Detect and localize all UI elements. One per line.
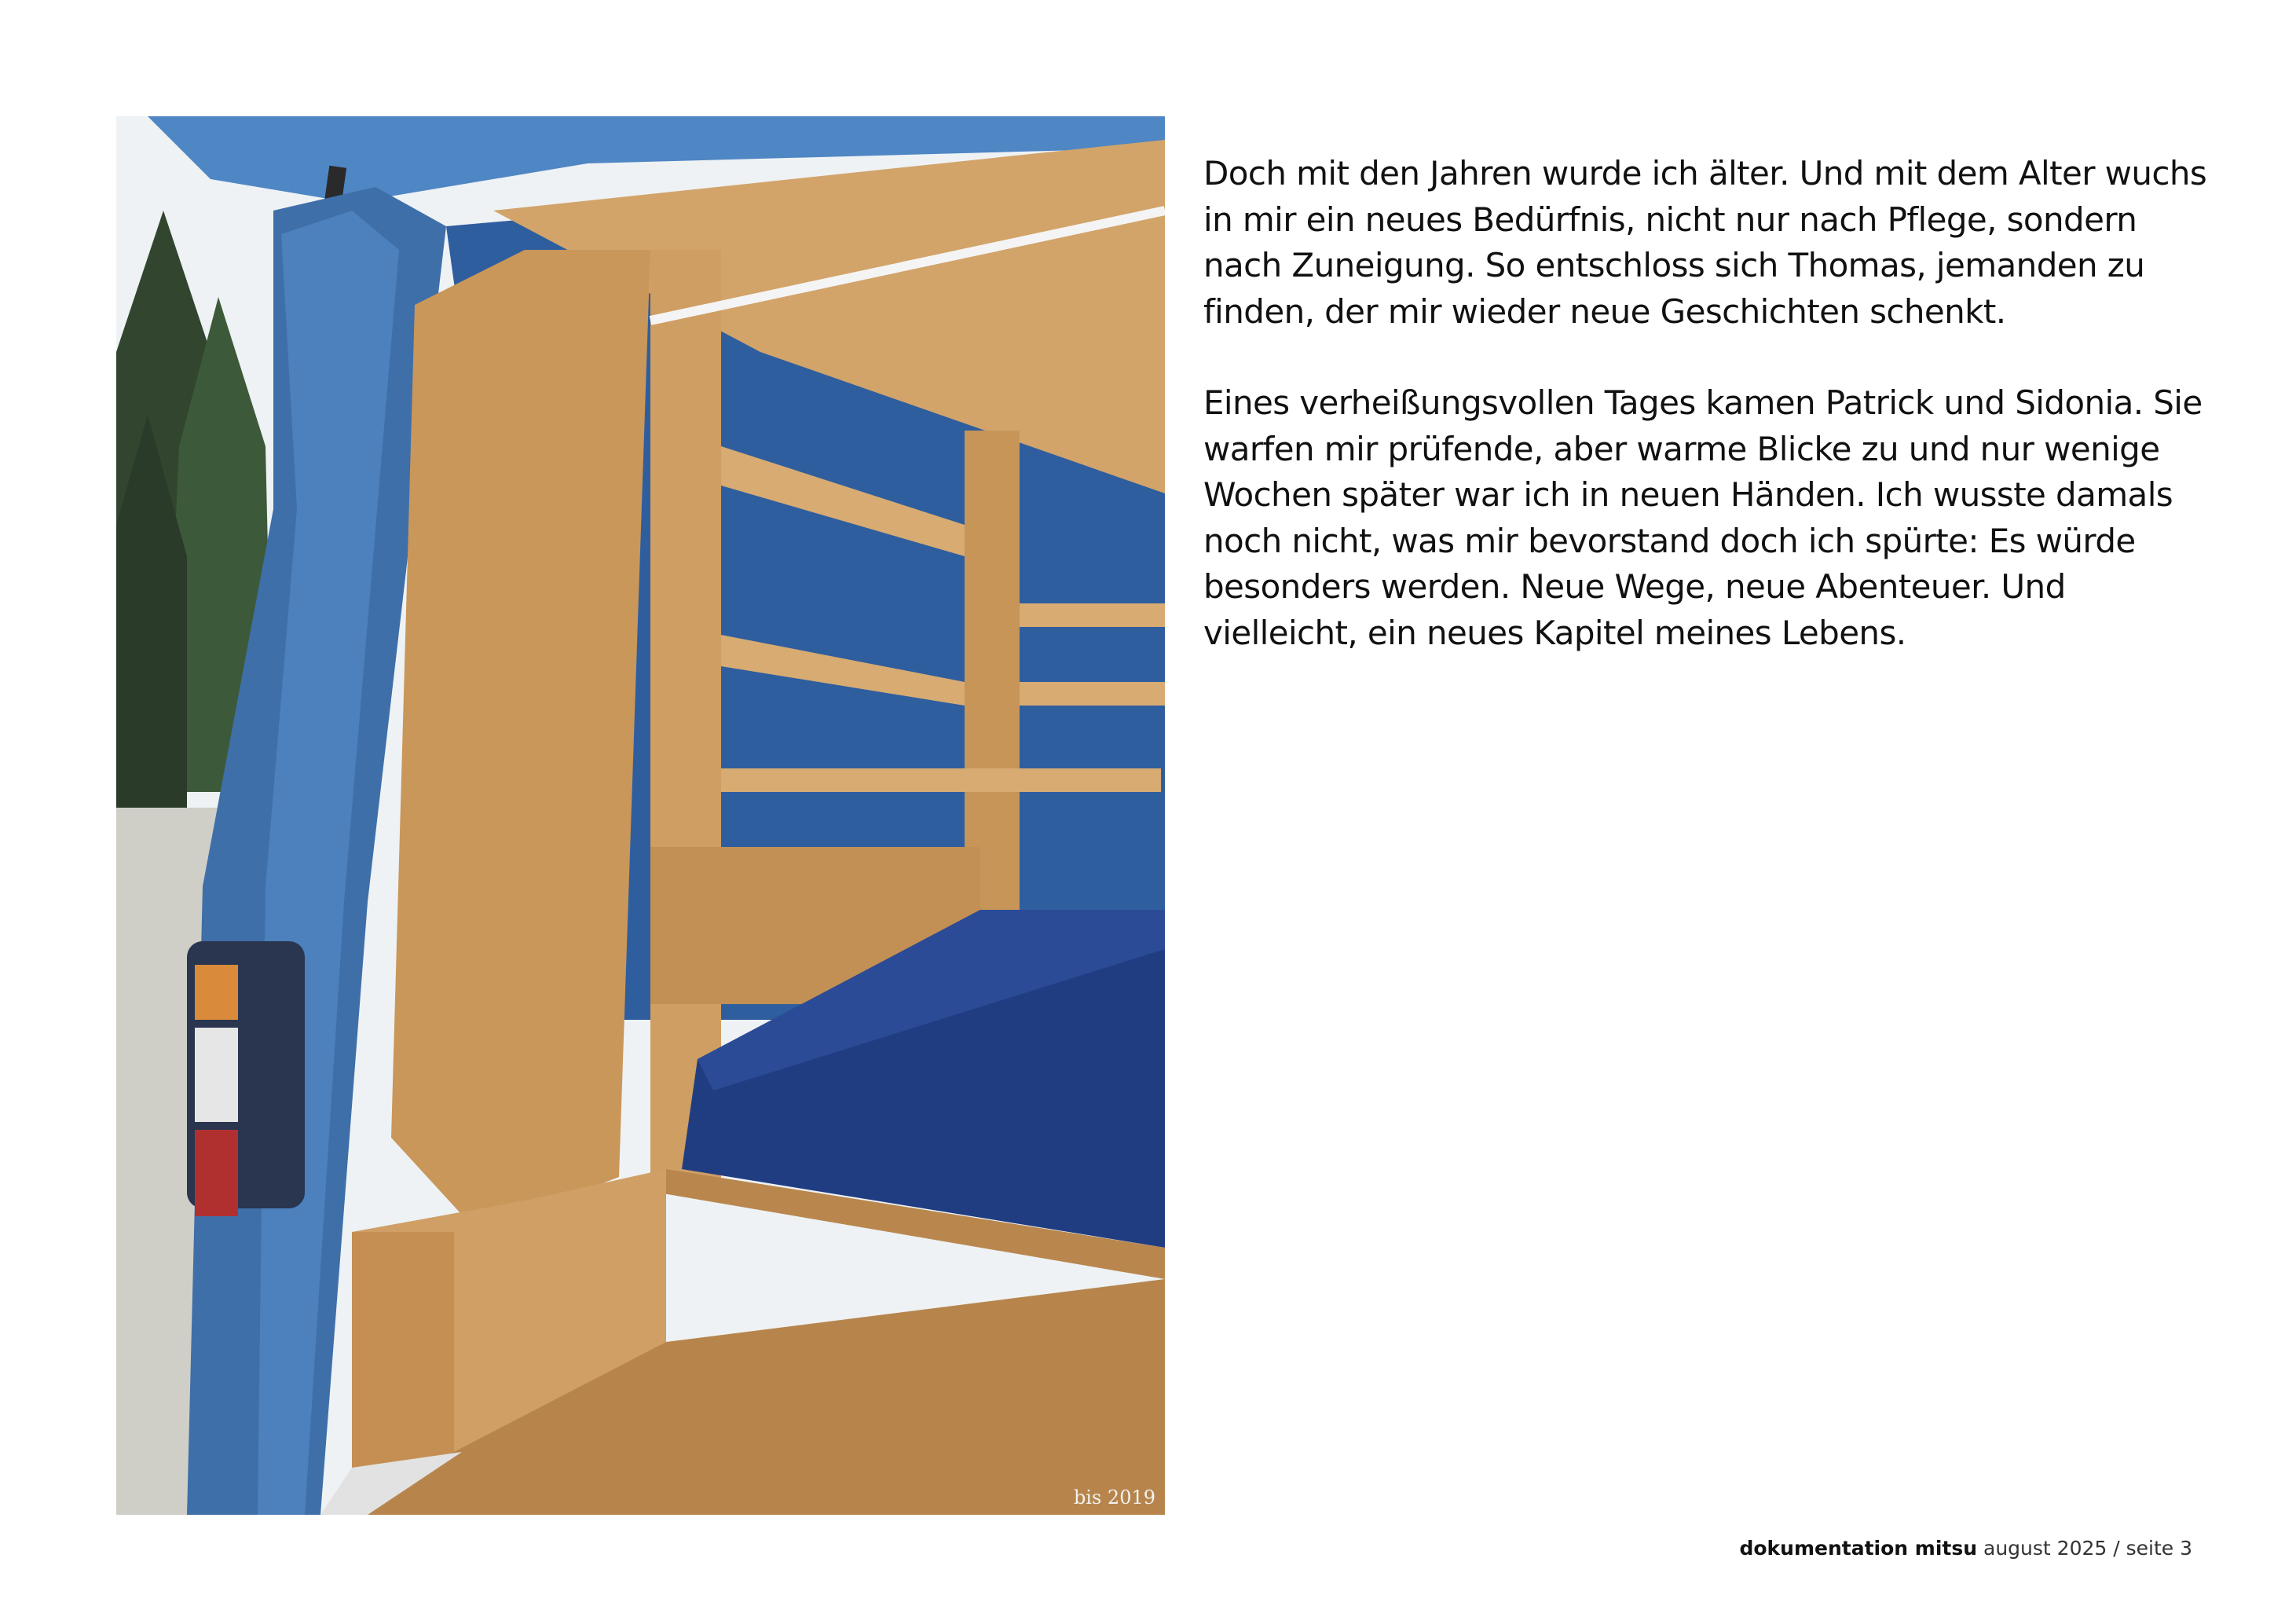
paragraph-1: Doch mit den Jahren wurde ich älter. Und mit dem Alter wuchs in mir ein neues Bedürfnis, nicht nur nach Pflege, sondern nach Zuneigung. So entschloss sich Thomas, jemanden zu finden, der mir wieder neue Geschichten schenkt. <box>1203 154 2207 331</box>
body-text <box>1203 151 2209 702</box>
footer-date-page: august 2025 / seite 3 <box>1983 1537 2192 1560</box>
van-interior-photo <box>116 116 1165 1515</box>
footer-title: dokumentation mitsu <box>1739 1537 1978 1560</box>
page-footer <box>1739 1537 2192 1560</box>
paragraph-2: Eines verheißungsvollen Tages kamen Patrick und Sidonia. Sie warfen mir prüfende, aber warme Blicke zu und nur wenige Wochen später war ich in neuen Händen. Ich wusste damals noch nicht, was mir bevorstand doch ich spürte: Es würde besonders werden. Neue Wege, neue Abenteuer. Und vielleicht, ein neues Kapitel meines Lebens. <box>1203 383 2203 652</box>
photo-caption: bis 2019 <box>1073 1487 1155 1509</box>
van-interior-illustration <box>116 116 1165 1515</box>
